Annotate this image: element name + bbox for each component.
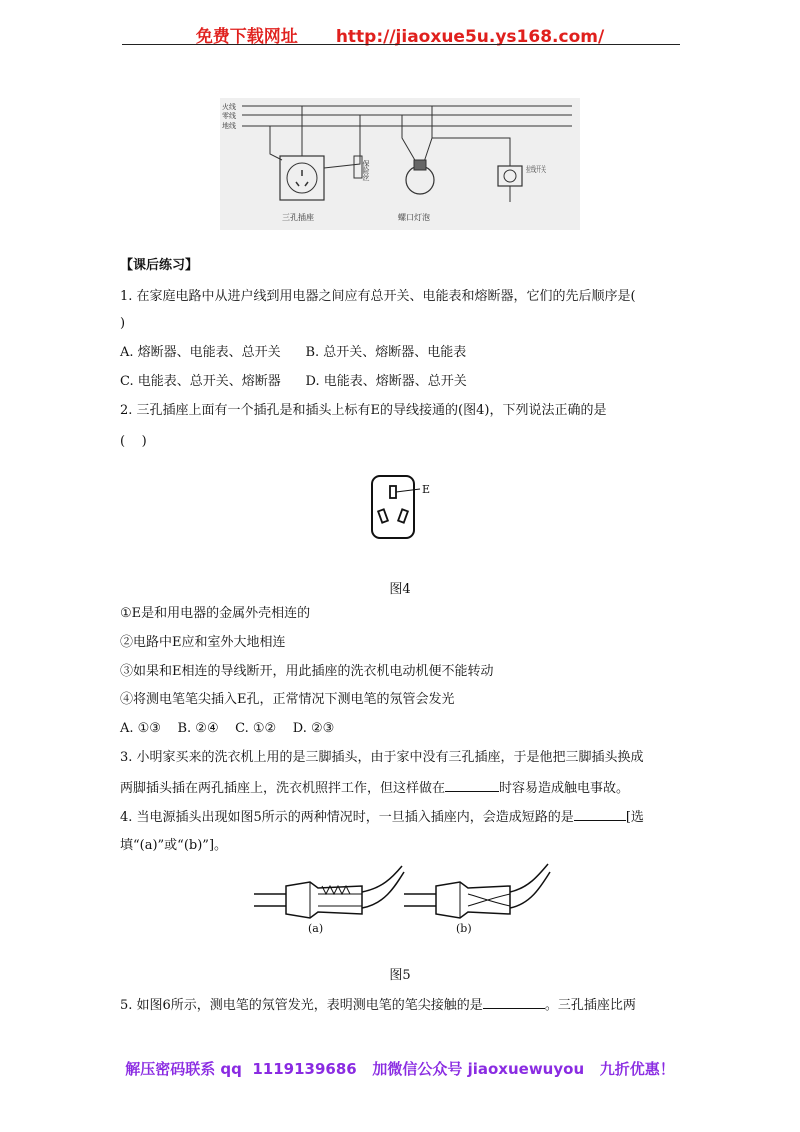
- q3-line2-a: 两脚插头插在两孔插座上，洗衣机照拌工作，但这样做在: [120, 781, 446, 796]
- q3-line1: 3. 小明家买来的洗衣机上用的是三脚插头，由于家中没有三孔插座，于是他把三脚插头换成: [120, 750, 644, 765]
- q4-line1: [120, 808, 690, 826]
- q1-options-cd: C. 电能表、总开关、熔断器 D. 电能表、熔断器、总开关: [120, 374, 467, 389]
- plug-a: [254, 866, 404, 934]
- plug-b: [404, 864, 550, 934]
- q5-line1: [120, 996, 690, 1014]
- q4-line1-b: [选: [625, 810, 644, 825]
- header-rule: [122, 44, 680, 45]
- q3-answer-blank[interactable]: [445, 779, 499, 792]
- q3-line2-b: 时容易造成触电事故。: [499, 781, 630, 796]
- socket-figure: [368, 472, 438, 542]
- plug-b-label: (b): [456, 922, 472, 934]
- socket-label: 三孔插座: [282, 213, 314, 222]
- q5-line1-b: 。三孔插座比两: [544, 998, 636, 1013]
- q2-stem-cont: ( ): [120, 434, 147, 449]
- q4-answer-blank[interactable]: [574, 808, 626, 821]
- q2-stem: 2. 三孔插座上面有一个插孔是和插头上标有E的导线接通的(图4)，下列说法正确的是: [120, 403, 607, 418]
- q5-answer-blank[interactable]: [483, 996, 545, 1009]
- q2-statement-4: ④将测电笔笔尖插入E孔，正常情况下测电笔的氖管会发光: [120, 692, 455, 707]
- lamp-label: 螺口灯泡: [398, 213, 430, 222]
- socket-e-label: E: [422, 483, 431, 496]
- q5-line1-a: 5. 如图6所示，测电笔的氖管发光，表明测电笔的笔尖接触的是: [120, 998, 483, 1013]
- fuse-label: 保险丝: [362, 160, 370, 181]
- section-title: 【课后练习】: [120, 258, 199, 273]
- header-title: 免费下载网址: [195, 27, 298, 47]
- figure5-caption: 图5: [389, 968, 411, 983]
- plug-figure: [252, 848, 552, 934]
- q4-line1-a: 4. 当电源插头出现如图5所示的两种情况时，一旦插入插座内，会造成短路的是: [120, 810, 574, 825]
- q2-options: A. ①③ B. ②④ C. ①② D. ②③: [120, 721, 335, 736]
- q1-options-ab: A. 熔断器、电能表、总开关 B. 总开关、熔断器、电能表: [120, 345, 467, 360]
- figure4-caption: 图4: [389, 582, 411, 597]
- switch-label: 拉线开关: [526, 165, 558, 174]
- header-url[interactable]: http://jiaoxue5u.ys168.com/: [335, 27, 605, 47]
- neutral-wire-label: 零线: [222, 112, 236, 120]
- q1-stem: 1. 在家庭电路中从进户线到用电器之间应有总开关、电能表和熔断器，它们的先后顺序是(: [120, 289, 636, 304]
- ground-wire-label: 地线: [222, 122, 236, 130]
- plug-a-label: (a): [308, 922, 324, 934]
- q2-statement-3: ③如果和E相连的导线断开，用此插座的洗衣机电动机便不能转动: [120, 664, 494, 679]
- fire-wire-label: 火线: [222, 103, 236, 111]
- q1-stem-cont: ): [120, 316, 126, 331]
- page-footer: 解压密码联系 qq 1119139686 加微信公众号 jiaoxuewuyou 九折优惠！: [125, 1060, 675, 1078]
- q4-line2: 填“(a)”或“(b)”]。: [120, 838, 228, 853]
- q2-statement-2: ②电路中E应和室外大地相连: [120, 635, 286, 650]
- wiring-diagram: [220, 98, 580, 230]
- q3-line2: [120, 779, 690, 797]
- q2-statement-1: ①E是和用电器的金属外壳相连的: [120, 606, 311, 621]
